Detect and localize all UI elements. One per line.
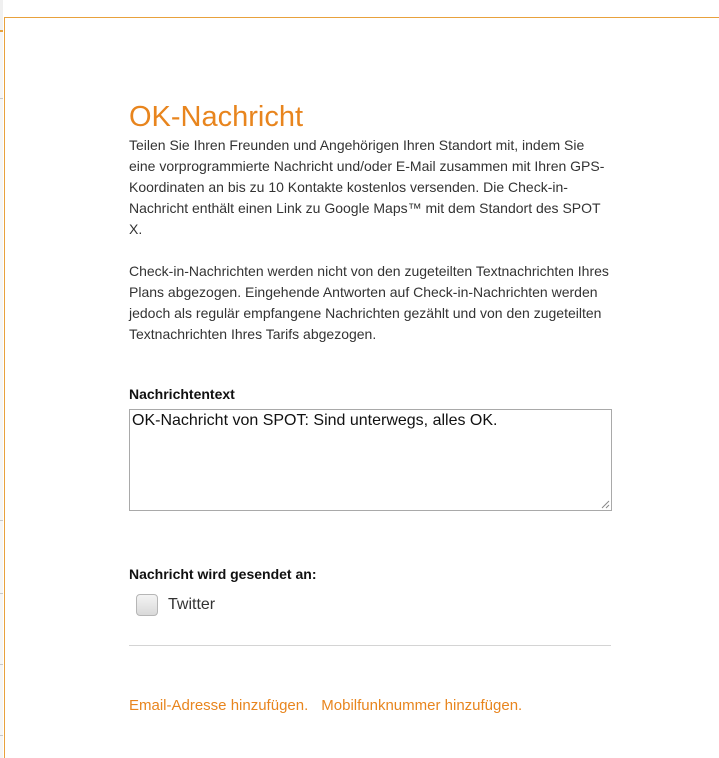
message-textarea[interactable]	[129, 409, 612, 511]
description-paragraph: Teilen Sie Ihren Freunden und Angehörigen Ihren Standort mit, indem Sie eine vorprogrammierte Nachricht und/oder E-Mail zusammen mit Ihren GPS-Koordinaten an bis zu 10 Kontakte kostenlos versenden. Die Check-in-Nachricht enthält einen Link zu Google Maps™ mit dem Standort des SPOT X.	[129, 137, 605, 237]
edge-mark	[0, 664, 3, 665]
section-divider	[129, 645, 611, 646]
add-email-link[interactable]: Email-Adresse hinzufügen.	[129, 697, 309, 714]
resize-grip-icon[interactable]	[600, 499, 610, 509]
page-title: OK-Nachricht	[129, 101, 304, 133]
ok-message-content	[129, 99, 612, 716]
twitter-checkbox-label[interactable]: Twitter	[168, 596, 216, 613]
twitter-option[interactable]	[136, 592, 612, 618]
edge-mark	[0, 735, 3, 736]
add-contact-links	[129, 696, 612, 716]
add-mobile-link[interactable]: Mobilfunknummer hinzufügen.	[321, 697, 523, 714]
description-paragraph: Check-in-Nachrichten werden nicht von den zugeteilten Textnachrichten Ihres Plans abgezogen. Eingehende Antworten auf Check-in-Nachrichten werden jedoch als regulär empfangene Nachrichten gezählt und von den zugeteilten Textnachrichten Ihres Tarifs abgezogen.	[129, 263, 609, 342]
edge-mark	[0, 98, 3, 99]
message-text-label: Nachrichtentext	[129, 386, 235, 402]
message-textarea-value: OK-Nachricht von SPOT: Sind unterwegs, alles OK.	[132, 412, 498, 429]
edge-mark	[0, 593, 3, 594]
edge-mark	[0, 520, 3, 521]
twitter-checkbox[interactable]	[136, 594, 158, 616]
window-left-edge	[0, 0, 3, 758]
recipients-label: Nachricht wird gesendet an:	[129, 566, 317, 582]
